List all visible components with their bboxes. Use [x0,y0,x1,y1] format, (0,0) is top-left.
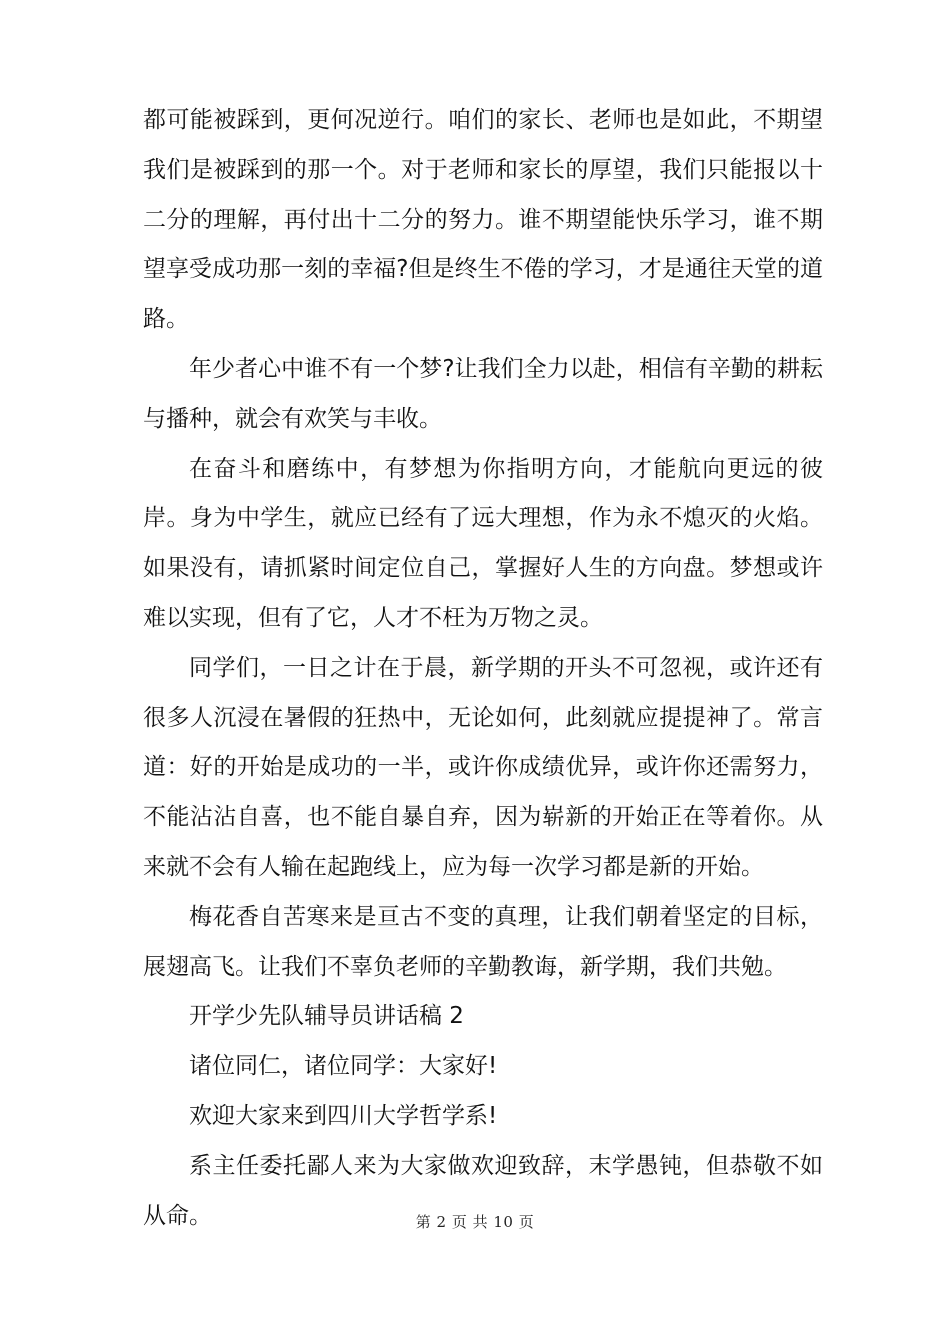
page-number-footer: 第 2 页 共 10 页 [415,1213,535,1231]
paragraph-3: 在奋斗和磨练中，有梦想为你指明方向，才能航向更远的彼岸。身为中学生，就应已经有了远大理想，作为永不熄灭的火焰。如果没有，请抓紧时间定位自己，掌握好人生的方向盘。梦想或许难以实现，但有了它，人才不枉为万物之灵。 [143,455,823,631]
paragraph-1: 都可能被踩到，更何况逆行。咱们的家长、老师也是如此，不期望我们是被踩到的那一个。对于老师和家长的厚望，我们只能报以十二分的理解，再付出十二分的努力。谁不期望能快乐学习，谁不期望享受成功那一刻的幸福?但是终生不倦的学习，才是通往天堂的道路。 [143,107,823,333]
paragraph-2: 年少者心中谁不有一个梦?让我们全力以赴，相信有辛勤的耕耘与播种，就会有欢笑与丰收。 [143,355,823,432]
paragraph-greeting: 诸位同仁，诸位同学：大家好! [189,1053,498,1080]
paragraph-8: 系主任委托鄙人来为大家做欢迎致辞，末学愚钝，但恭敬不如从命。 [143,1152,823,1229]
paragraph-4: 同学们，一日之计在于晨，新学期的开头不可忽视，或许还有很多人沉浸在暑假的狂热中，无论如何，此刻就应提提神了。常言道：好的开始是成功的一半，或许你成绩优异，或许你还需努力，不能沾沾自喜，也不能自暴自弃，因为崭新的开始正在等着你。从来就不会有人输在起跑线上，应为每一次学习都是新的开始。 [143,654,823,880]
paragraph-welcome: 欢迎大家来到四川大学哲学系! [189,1102,498,1129]
paragraph-5: 梅花香自苦寒来是亘古不变的真理，让我们朝着坚定的目标，展翅高飞。让我们不辜负老师的辛勤教诲，新学期，我们共勉。 [143,903,823,980]
section-heading: 开学少先队辅导员讲话稿 2 [189,1003,464,1030]
document-body [143,96,823,1241]
